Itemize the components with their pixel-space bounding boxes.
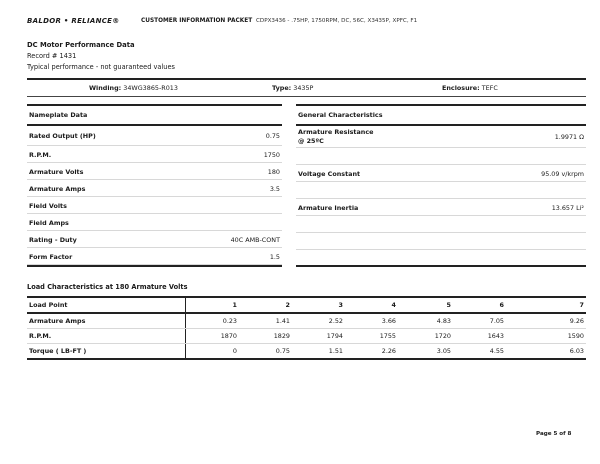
nameplate-row-value: 40C AMB-CONT — [230, 236, 280, 244]
winding-label: Winding: — [89, 84, 122, 92]
load-cell: 3.66 — [381, 317, 396, 325]
type-field — [272, 84, 313, 92]
load-cell: 3.05 — [436, 347, 451, 355]
row-divider — [296, 249, 586, 250]
nameplate-row-label: Armature Amps — [29, 185, 86, 193]
load-cell: 0.23 — [222, 317, 237, 325]
enclosure-field — [442, 84, 498, 92]
winding-value: 34WG3865-R013 — [123, 84, 178, 92]
row-divider — [27, 328, 586, 329]
load-cell: 1643 — [487, 332, 504, 340]
general-row-sublabel: @ 25ºC — [298, 137, 324, 145]
load-point-header: 6 — [499, 301, 504, 309]
general-row-value: 13.657 Li² — [551, 204, 584, 212]
nameplate-row-label: Field Volts — [29, 202, 67, 210]
nameplate-row-label: R.P.M. — [29, 151, 52, 159]
row-divider — [27, 213, 282, 214]
load-cell: 1755 — [379, 332, 396, 340]
nameplate-heading: Nameplate Data — [29, 111, 88, 119]
disclaimer-note: Typical performance - not guaranteed values — [27, 63, 175, 71]
nameplate-table — [27, 104, 282, 269]
load-cell: 6.03 — [569, 347, 584, 355]
packet-title: CUSTOMER INFORMATION PACKET — [141, 18, 253, 24]
divider — [27, 104, 282, 106]
nameplate-row-value: 0.75 — [265, 132, 280, 140]
load-cell: 0.75 — [275, 347, 290, 355]
type-value: 3435P — [293, 84, 314, 92]
general-row-value: 95.09 v/krpm — [541, 170, 584, 178]
row-divider — [296, 147, 586, 148]
document-title: DC Motor Performance Data — [27, 41, 135, 49]
nameplate-row-label: Field Amps — [29, 219, 69, 227]
divider — [27, 124, 282, 126]
nameplate-row-label: Rated Output (HP) — [29, 132, 96, 140]
divider — [27, 265, 282, 267]
load-cell: 1720 — [434, 332, 451, 340]
row-divider — [27, 230, 282, 231]
brand-logo: BALDOR • RELIANCE® — [27, 17, 120, 25]
row-divider — [27, 196, 282, 197]
load-point-header: 5 — [446, 301, 451, 309]
nameplate-row-label: Form Factor — [29, 253, 73, 261]
divider — [296, 265, 586, 267]
divider — [296, 104, 586, 106]
type-label: Type: — [272, 84, 292, 92]
row-divider — [27, 179, 282, 180]
load-cell: 1870 — [220, 332, 237, 340]
load-cell: 4.55 — [489, 347, 504, 355]
load-header-label: Load Point — [29, 301, 68, 309]
info-row — [27, 80, 586, 96]
load-point-header: 2 — [285, 301, 290, 309]
winding-field — [89, 84, 178, 92]
load-cell: 1590 — [567, 332, 584, 340]
nameplate-row-value: 1750 — [263, 151, 280, 159]
load-cell: 9.26 — [569, 317, 584, 325]
row-divider — [296, 215, 586, 216]
load-cell: 4.83 — [436, 317, 451, 325]
row-divider — [27, 145, 282, 146]
load-cell: 2.52 — [328, 317, 343, 325]
load-row-label: R.P.M. — [29, 332, 52, 340]
divider — [27, 296, 586, 298]
row-divider — [296, 164, 586, 165]
nameplate-row-label: Armature Volts — [29, 168, 84, 176]
row-divider — [27, 162, 282, 163]
general-row-value: 1.9971 Ω — [554, 133, 584, 141]
load-cell: 1.41 — [275, 317, 290, 325]
nameplate-row-value: 1.5 — [269, 253, 280, 261]
load-point-header: 1 — [232, 301, 237, 309]
divider — [27, 312, 586, 314]
row-divider — [296, 181, 586, 182]
load-table — [27, 296, 586, 362]
load-cell: 7.05 — [489, 317, 504, 325]
row-divider — [27, 343, 586, 344]
load-row-label: Torque ( LB-FT ) — [29, 347, 87, 355]
divider — [296, 124, 586, 126]
load-cell: 1.51 — [328, 347, 343, 355]
load-cell: 1829 — [273, 332, 290, 340]
general-characteristics-table — [296, 104, 586, 269]
divider — [27, 96, 586, 97]
enclosure-label: Enclosure: — [442, 84, 480, 92]
load-cell: 1794 — [326, 332, 343, 340]
load-point-header: 3 — [338, 301, 343, 309]
load-cell: 0 — [232, 347, 237, 355]
general-row-label: Armature Resistance — [298, 128, 374, 136]
record-number: Record # 1431 — [27, 52, 77, 60]
load-point-header: 4 — [391, 301, 396, 309]
row-divider — [27, 358, 586, 360]
general-row-label: Armature Inertia — [298, 204, 359, 212]
general-heading: General Characteristics — [298, 111, 383, 119]
nameplate-row-label: Rating - Duty — [29, 236, 77, 244]
load-point-header: 7 — [579, 301, 584, 309]
load-section-heading: Load Characteristics at 180 Armature Volts — [27, 283, 188, 291]
load-row-label: Armature Amps — [29, 317, 86, 325]
nameplate-row-value: 3.5 — [269, 185, 280, 193]
row-divider — [296, 232, 586, 233]
general-row-label: Voltage Constant — [298, 170, 361, 178]
row-divider — [296, 198, 586, 199]
row-divider — [27, 247, 282, 248]
load-cell: 2.26 — [381, 347, 396, 355]
page-number: Page 5 of 8 — [536, 431, 572, 437]
nameplate-row-value: 180 — [267, 168, 280, 176]
product-description: CDPX3436 - .75HP, 1750RPM, DC, 56C, X3435P, XPFC, F1 — [256, 18, 418, 24]
enclosure-value: TEFC — [481, 84, 498, 92]
